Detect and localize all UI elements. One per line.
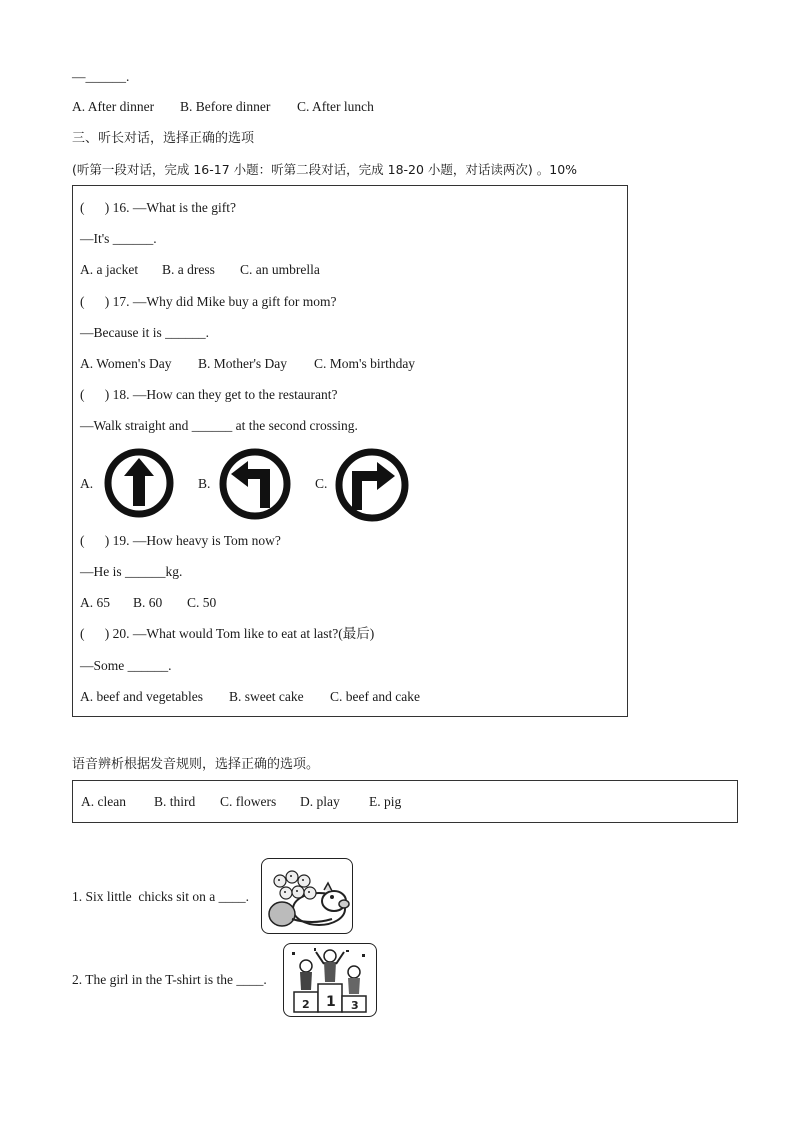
answer-18: —Walk straight and ______ at the second crossing. [80, 418, 358, 433]
q16-option-c: C. an umbrella [240, 262, 320, 277]
q15-answer-line: —______. [72, 69, 130, 84]
answer-19: —He is ______kg. [80, 564, 183, 579]
question-16: ( ) 16. —What is the gift? [80, 200, 236, 215]
turn-left-arrow-icon [217, 446, 293, 522]
question-19: ( ) 19. —How heavy is Tom now? [80, 533, 281, 548]
q18-option-b-label: B. [198, 476, 211, 491]
phonics-word-c: C. flowers [220, 794, 277, 809]
q20-option-a: A. beef and vegetables [80, 689, 203, 704]
q19-option-c: C. 50 [187, 595, 217, 610]
question-18: ( ) 18. —How can they get to the restaurant? [80, 387, 338, 402]
answer-17: —Because it is ______. [80, 325, 209, 340]
q18-option-c-label: C. [315, 476, 328, 491]
q16-option-b: B. a dress [162, 262, 215, 277]
svg-text:3: 3 [351, 999, 359, 1012]
svg-text:1: 1 [326, 994, 336, 1010]
q15-option-a: A. After dinner [72, 99, 155, 114]
q15-option-c: C. After lunch [297, 99, 374, 114]
podium-winners-picture [283, 943, 377, 1017]
answer-16: —It's ______. [80, 231, 157, 246]
sentence-2: 2. The girl in the T-shirt is the ____. [72, 972, 267, 987]
q17-option-b: B. Mother's Day [198, 356, 288, 371]
q19-option-a: A. 65 [80, 595, 110, 610]
svg-text:2: 2 [302, 998, 310, 1011]
q15-option-b: B. Before dinner [180, 99, 271, 114]
phonics-word-e: E. pig [369, 794, 402, 809]
sentence-1: 1. Six little chicks sit on a ____. [72, 889, 249, 904]
section-heading: 三、听长对话，选择正确的选项 [72, 131, 255, 146]
q17-option-c: C. Mom's birthday [314, 356, 416, 371]
answer-20: —Some ______. [80, 658, 172, 673]
q18-option-a-label: A. [80, 476, 94, 491]
chicks-on-pig-picture [261, 858, 353, 934]
q20-option-c: C. beef and cake [330, 689, 420, 704]
question-20: ( ) 20. —What would Tom like to eat at last?(最后) [80, 626, 375, 641]
q19-option-b: B. 60 [133, 595, 163, 610]
q17-option-a: A. Women's Day [80, 356, 172, 371]
phonics-heading: 语音辨析根据发音规则，选择正确的选项。 [72, 757, 320, 772]
phonics-word-a: A. clean [81, 794, 126, 809]
q20-option-b: B. sweet cake [229, 689, 304, 704]
q16-option-a: A. a jacket [80, 262, 139, 277]
question-17: ( ) 17. —Why did Mike buy a gift for mom? [80, 294, 337, 309]
phonics-word-d: D. play [300, 794, 340, 809]
phonics-word-b: B. third [154, 794, 196, 809]
turn-right-arrow-icon [333, 446, 411, 524]
section-instruction: (听第一段对话，完成 16-17 小题：听第二段对话，完成 18-20 小题，对话读两次) 。10% [72, 162, 578, 177]
straight-arrow-icon [102, 446, 176, 520]
